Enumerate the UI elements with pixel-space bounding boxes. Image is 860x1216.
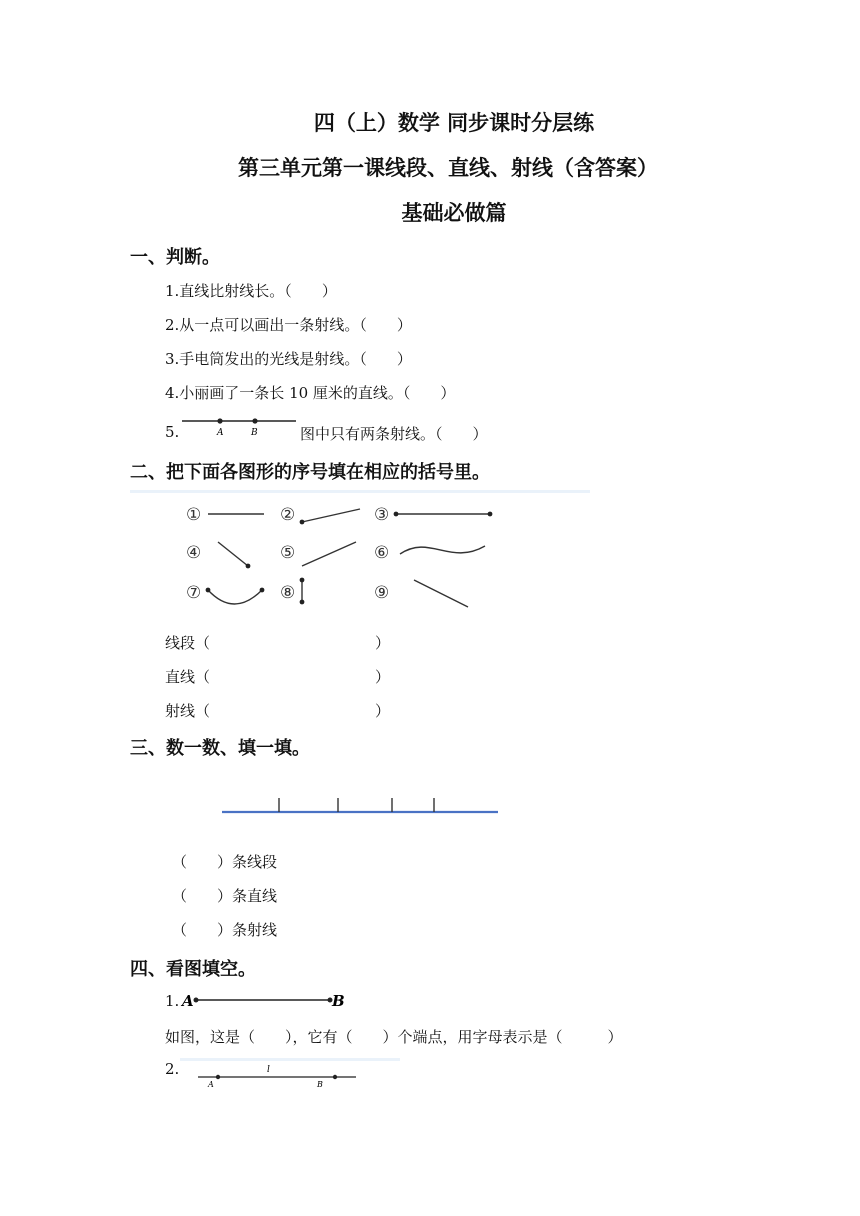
line-l-figure (180, 1058, 400, 1088)
question-1-1: 1.直线比射线长。（ ） (165, 282, 337, 300)
count-lines: （ ）条直线 (172, 887, 278, 905)
section-1-heading: 一、判断。 (130, 247, 220, 268)
two-points-line-figure (180, 413, 298, 439)
figure-9-line (414, 580, 468, 607)
question-1-4: 4.小丽画了一条长 10 厘米的直线。（ ） (165, 384, 456, 402)
figure-label-1: ① (186, 505, 202, 525)
section-4-heading: 四、看图填空。 (130, 959, 256, 980)
page-subtitle: 第三单元第一课线段、直线、射线（含答案） (238, 156, 658, 180)
figure-label-4: ④ (186, 543, 202, 563)
figure-label-7: ⑦ (186, 583, 202, 603)
endpoint-a-label: A (182, 992, 194, 1010)
point-b-label: B (251, 428, 258, 438)
figure-label-5: ⑤ (280, 543, 296, 563)
section-2-heading: 二、把下面各图形的序号填在相应的括号里。 (130, 462, 490, 483)
section-3-heading: 三、数一数、填一填。 (130, 738, 310, 759)
point-a-label: A (208, 1080, 214, 1088)
figure-label-2: ② (280, 505, 296, 525)
figure-label-9: ⑨ (374, 583, 390, 603)
count-rays: （ ）条射线 (172, 921, 278, 939)
question-4-2-number: 2. (165, 1060, 180, 1078)
question-1-5: 图中只有两条射线。（ ） (300, 425, 488, 443)
line-label-l: l (267, 1065, 270, 1075)
answer-segments: 线段（ ） (165, 634, 391, 652)
question-1-5-number: 5. (165, 423, 180, 441)
figure-5-line (302, 542, 356, 566)
figures-diagram (130, 490, 590, 614)
count-segments-diagram (222, 796, 500, 818)
question-1-2: 2.从一点可以画出一条射线。（ ） (165, 316, 412, 334)
point-b-label: B (317, 1080, 323, 1088)
level-heading: 基础必做篇 (401, 201, 507, 225)
point-a-label: A (217, 428, 224, 438)
count-segments: （ ）条线段 (172, 853, 278, 871)
figure-label-6: ⑥ (374, 543, 390, 563)
figure-4-ray (218, 542, 248, 566)
figure-2-ray (302, 509, 360, 522)
figure-label-8: ⑧ (280, 583, 296, 603)
figure-6-curve (400, 546, 485, 554)
figure-label-3: ③ (374, 505, 390, 525)
page-title: 四（上）数学 同步课时分层练 (313, 111, 595, 135)
question-4-1: 如图，这是（ ），它有（ ）个端点，用字母表示是（ ） (165, 1028, 623, 1046)
segment-ab-figure (180, 988, 350, 1012)
answer-rays: 射线（ ） (165, 702, 391, 720)
figure-7-arc (208, 590, 262, 604)
endpoint-b-label: B (332, 992, 345, 1010)
answer-lines: 直线（ ） (165, 668, 391, 686)
question-1-3: 3.手电筒发出的光线是射线。（ ） (165, 350, 412, 368)
question-4-1-number: 1. (165, 992, 180, 1010)
